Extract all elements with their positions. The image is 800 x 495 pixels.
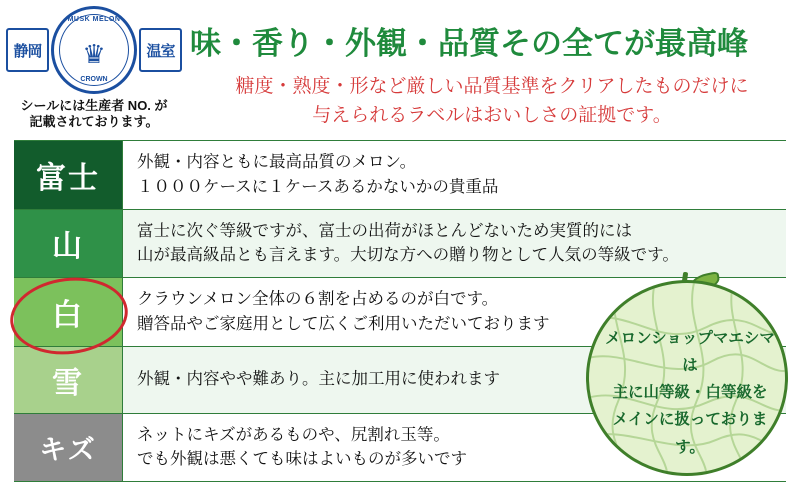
desc-line: 山が最高級品とも言えます。大切な方への贈り物として人気の等級です。 [137, 246, 679, 265]
grade-label-yuki: 雪 [14, 347, 122, 413]
grade-label-fuji: 富士 [14, 141, 122, 209]
grade-label-shiro: 白 [14, 278, 122, 346]
desc-line: 外観・内容やや難あり。主に加工用に使われます [137, 370, 500, 389]
header [0, 0, 800, 140]
desc-line: 贈答品やご家庭用として広くご利用いただいております [137, 314, 550, 333]
seal-caption-line-1: シールには生産者 NO. が [20, 98, 168, 113]
grade-label-kizu: キズ [14, 414, 122, 482]
seal-bottom-text: CROWN [80, 76, 108, 83]
melon-callout-line-2: 主に山等級・白等級を [612, 384, 768, 402]
grade-description-yama [122, 210, 786, 278]
seal-caption [6, 98, 182, 131]
melon-callout [586, 272, 792, 482]
melon-icon [586, 280, 788, 476]
desc-line: ネットにキズがあるものや、尻割れ玉等。 [137, 425, 450, 444]
seal-caption-line-2: 記載されております。 [29, 114, 159, 130]
seal-left-label: 静岡 [6, 28, 49, 72]
page-title: 味・香り・外観・品質その全てが最高峰 [190, 26, 748, 61]
grade-label-yama: 山 [14, 210, 122, 278]
page-subtitle [190, 72, 794, 131]
producer-seal-block [6, 6, 182, 131]
page-subtitle-line-2: 与えられるラベルはおいしさの証拠です。 [312, 105, 672, 127]
melon-callout-line-3: メインに扱っております。 [612, 411, 768, 456]
desc-line: でも外観は悪くても味はよいものが多いです [137, 450, 467, 469]
grade-description-fuji [122, 141, 786, 209]
melon-callout-text [599, 325, 781, 461]
page-subtitle-line-1: 糖度・熟度・形など厳しい品質基準をクリアしたものだけに [235, 76, 749, 97]
desc-line: クラウンメロン全体の６割を占めるのが白です。 [137, 290, 499, 308]
table-row [14, 210, 786, 279]
desc-line: 外観・内容ともに最高品質のメロン。 [137, 153, 417, 171]
seal-right-label: 温室 [139, 28, 182, 72]
desc-line: １０００ケースに１ケースあるかないかの貴重品 [137, 177, 499, 196]
desc-line: 富士に次ぐ等級ですが、富士の出荷がほとんどないため実質的には [137, 221, 632, 240]
crown-icon: ♛ [82, 39, 106, 69]
crown-seal [51, 6, 137, 94]
seal-top-text: MUSK MELON [67, 16, 121, 23]
melon-callout-line-1: メロンショップマエシマは [605, 330, 775, 375]
table-row [14, 141, 786, 210]
seal-row [6, 6, 182, 94]
